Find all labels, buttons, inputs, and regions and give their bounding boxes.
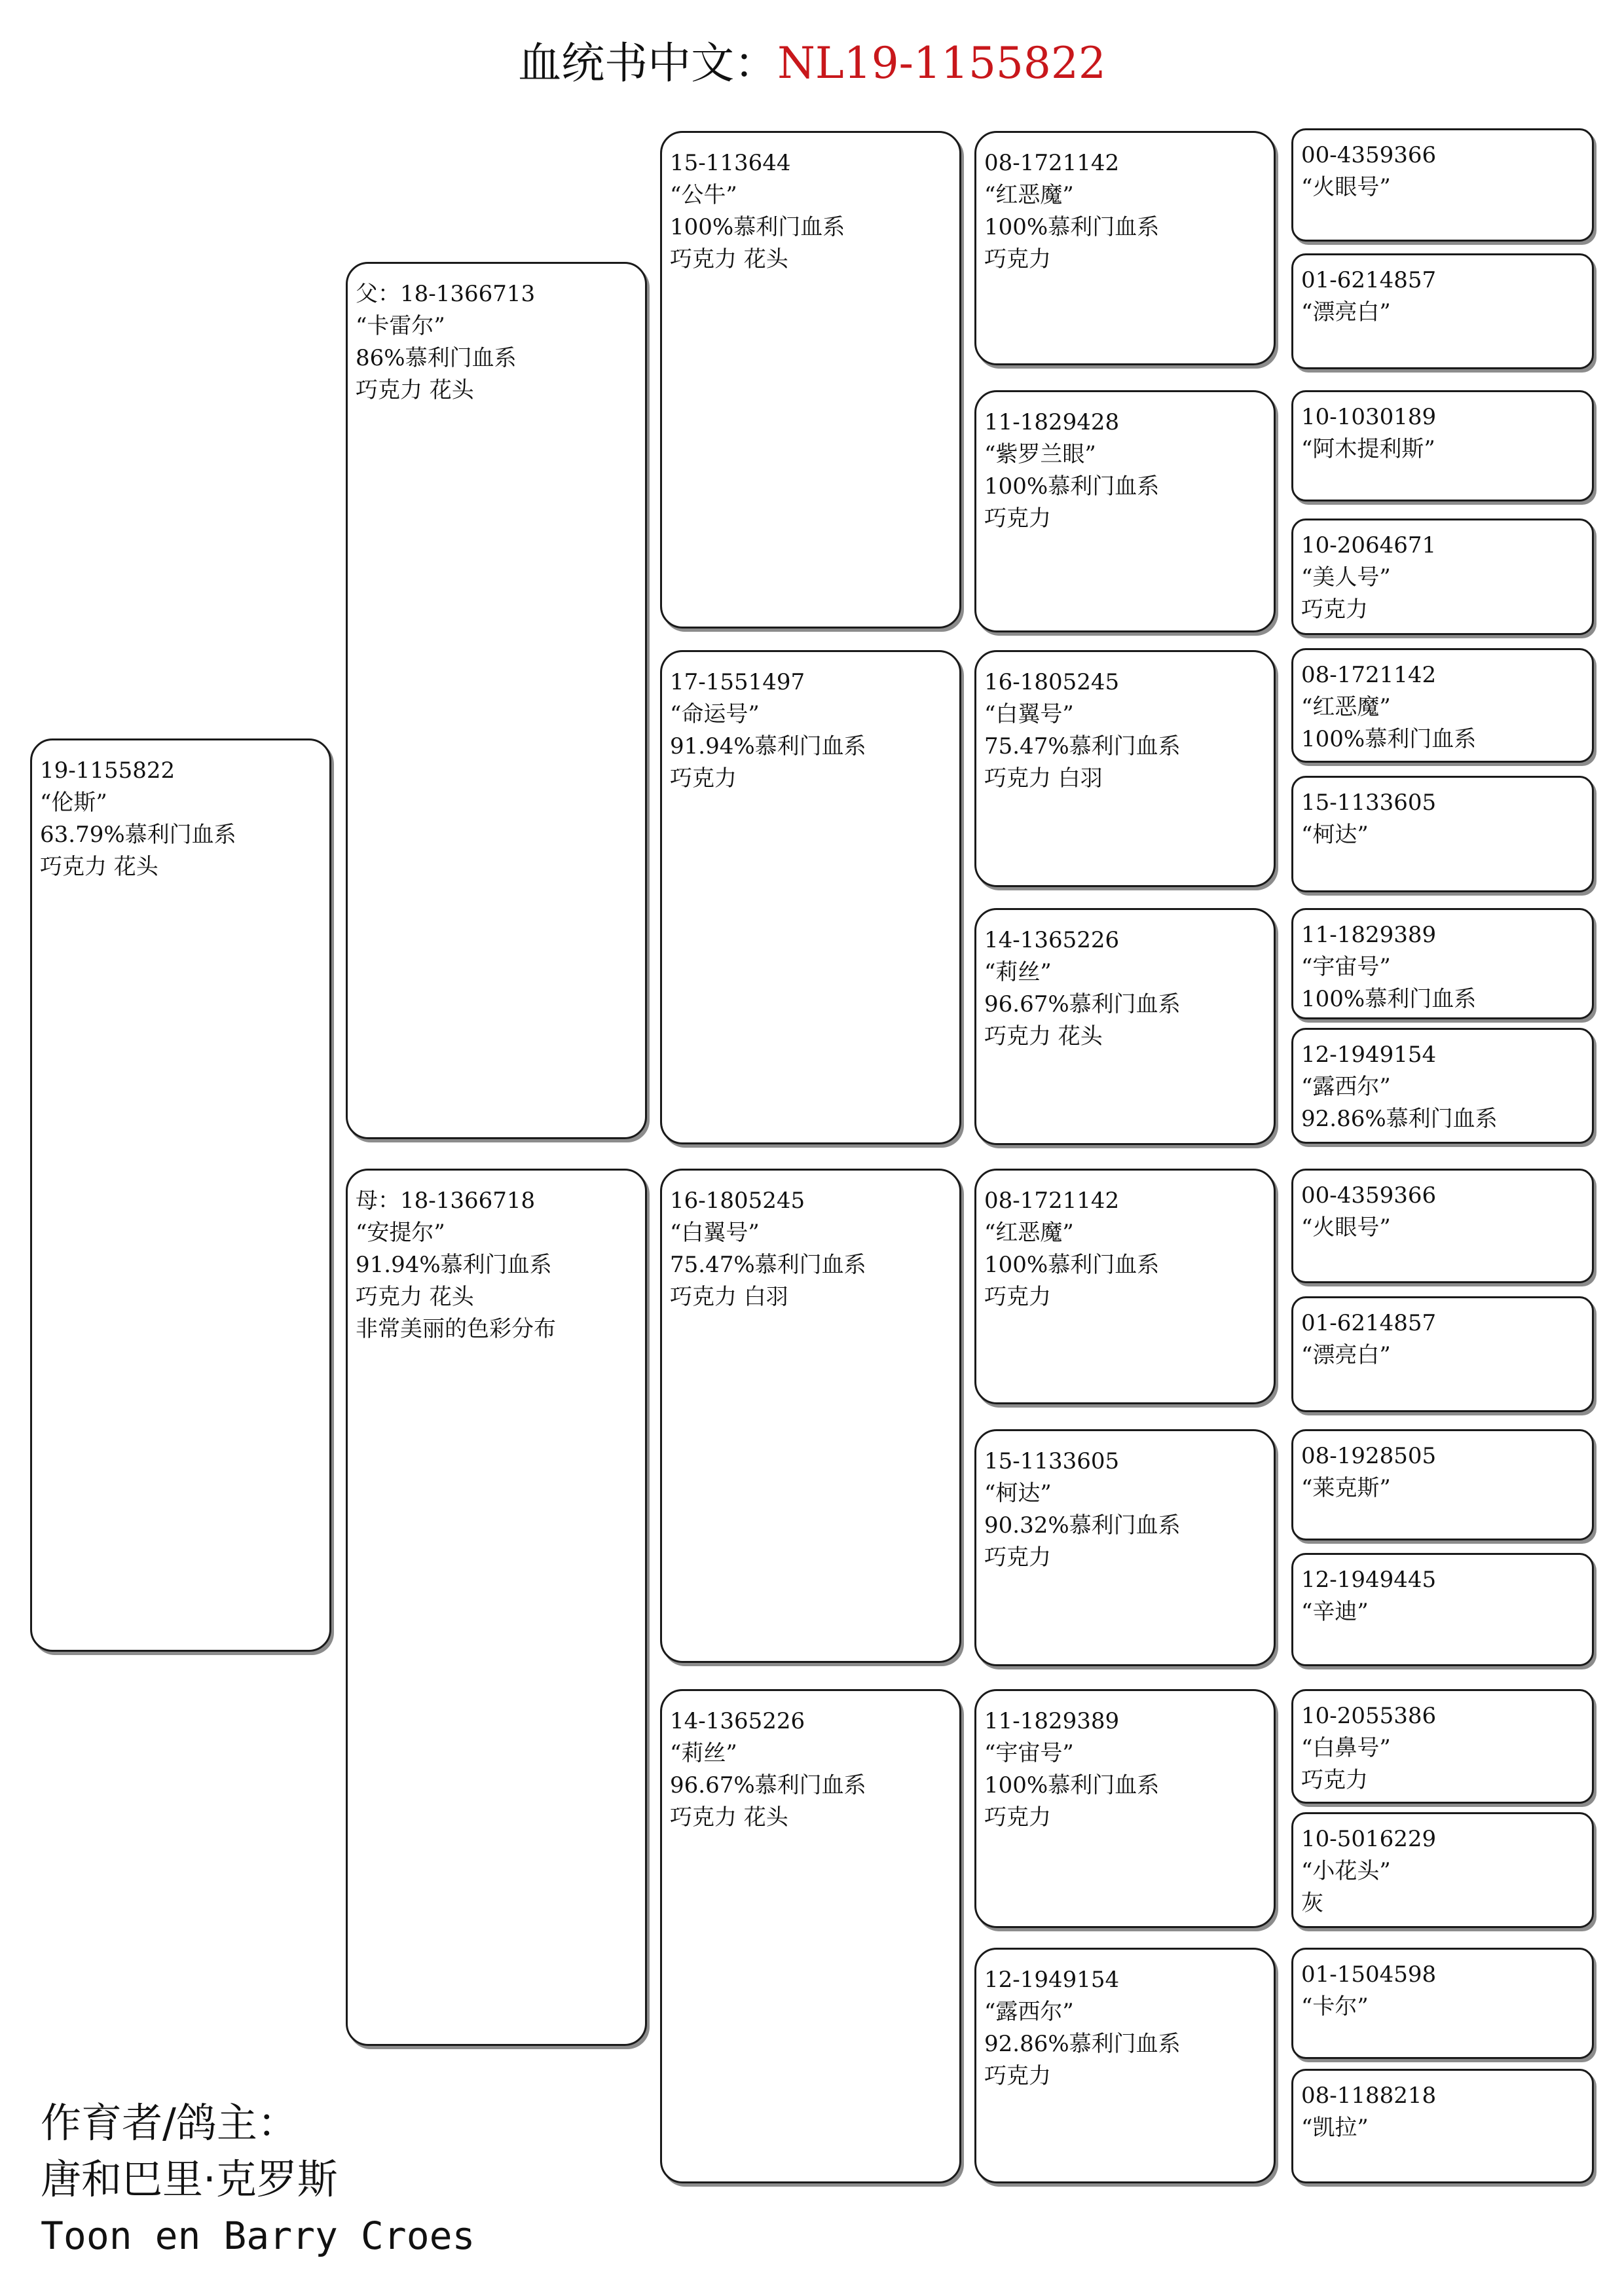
pigeon-name: “红恶魔” xyxy=(984,182,1074,208)
bloodline: 91.94%慕利门血系 xyxy=(670,733,866,759)
breeder-name-en: Toon en Barry Croes xyxy=(41,2214,475,2258)
ancestor-card xyxy=(1291,648,1594,763)
ring-number: 10-2055386 xyxy=(1301,1703,1437,1729)
pigeon-name: “公牛” xyxy=(670,182,737,208)
pigeon-name: “卡雷尔” xyxy=(356,313,445,339)
ring-number: 父：18-1366713 xyxy=(356,281,536,307)
ring-number: 10-2064671 xyxy=(1301,532,1437,558)
ring-number: 16-1805245 xyxy=(984,669,1120,695)
ring-number: 11-1829389 xyxy=(1301,922,1437,948)
ancestor-card xyxy=(1291,1812,1594,1928)
detail: 100%慕利门血系 xyxy=(1301,726,1477,752)
pigeon-name: “露西尔” xyxy=(1301,1074,1391,1100)
ring-number: 08-1721142 xyxy=(984,150,1120,176)
pigeon-name: “柯达” xyxy=(1301,822,1369,848)
ring-number: 16-1805245 xyxy=(670,1188,805,1214)
pigeon-name: “白翼号” xyxy=(984,701,1074,727)
color: 巧克力 xyxy=(984,1544,1051,1571)
great-grandparent-card xyxy=(974,1429,1276,1666)
great-grandparent-card xyxy=(974,390,1276,632)
dam-card xyxy=(346,1169,647,2046)
ring-number: 08-1721142 xyxy=(1301,662,1437,688)
color: 巧克力 xyxy=(984,1284,1051,1310)
pigeon-name: “紫罗兰眼” xyxy=(984,441,1096,467)
ring-number: 17-1551497 xyxy=(670,669,805,695)
ring-number: 14-1365226 xyxy=(984,927,1120,953)
great-grandparent-card xyxy=(974,908,1276,1145)
great-grandparent-card xyxy=(974,1689,1276,1928)
title-ring-number: NL19-1155822 xyxy=(777,38,1106,88)
note: 非常美丽的色彩分布 xyxy=(356,1316,556,1342)
bloodline: 100%慕利门血系 xyxy=(984,214,1160,240)
grandparent-card xyxy=(660,131,961,629)
bloodline: 75.47%慕利门血系 xyxy=(670,1252,866,1278)
ancestor-card xyxy=(1291,128,1594,242)
ancestor-card xyxy=(1291,253,1594,369)
ancestor-card xyxy=(1291,776,1594,892)
color: 巧克力 xyxy=(984,246,1051,272)
detail: 灰 xyxy=(1301,1890,1323,1916)
pigeon-name: “安提尔” xyxy=(356,1220,445,1246)
ancestor-card xyxy=(1291,908,1594,1019)
ancestor-card xyxy=(1291,390,1594,501)
bloodline: 96.67%慕利门血系 xyxy=(984,991,1181,1017)
ring-number: 01-6214857 xyxy=(1301,267,1437,293)
page-title xyxy=(0,34,1624,93)
pigeon-name: “火眼号” xyxy=(1301,174,1391,200)
ring-number: 01-1504598 xyxy=(1301,1961,1437,1988)
color: 巧克力 白羽 xyxy=(670,1284,788,1310)
great-grandparent-card xyxy=(974,650,1276,887)
pigeon-name: “白翼号” xyxy=(670,1220,760,1246)
color: 巧克力 花头 xyxy=(670,1804,788,1831)
bloodline: 100%慕利门血系 xyxy=(670,214,845,240)
pigeon-name: “辛迪” xyxy=(1301,1599,1369,1625)
title-label: 血统书中文： xyxy=(518,38,778,88)
sire-card xyxy=(346,262,647,1139)
color: 巧克力 xyxy=(984,1804,1051,1831)
bloodline: 100%慕利门血系 xyxy=(984,1772,1160,1798)
pigeon-name: “红恶魔” xyxy=(984,1220,1074,1246)
pigeon-name: “漂亮白” xyxy=(1301,1342,1391,1368)
pigeon-name: “卡尔” xyxy=(1301,1994,1369,2020)
ancestor-card xyxy=(1291,1169,1594,1283)
ring-number: 00-4359366 xyxy=(1301,142,1437,168)
bloodline: 100%慕利门血系 xyxy=(984,473,1160,500)
ring-number: 10-1030189 xyxy=(1301,404,1437,430)
pigeon-name: “小花头” xyxy=(1301,1858,1391,1884)
ring-number: 15-1133605 xyxy=(1301,790,1437,816)
ancestor-card xyxy=(1291,519,1594,635)
ring-number: 08-1928505 xyxy=(1301,1443,1437,1469)
pigeon-name: “伦斯” xyxy=(40,790,107,816)
grandparent-card xyxy=(660,1689,961,2183)
pigeon-name: “命运号” xyxy=(670,701,760,727)
ring-number: 母：18-1366718 xyxy=(356,1188,536,1214)
detail: 100%慕利门血系 xyxy=(1301,986,1477,1012)
pigeon-name: “白鼻号” xyxy=(1301,1735,1391,1761)
ring-number: 14-1365226 xyxy=(670,1708,805,1734)
ancestor-card xyxy=(1291,1553,1594,1666)
pigeon-card xyxy=(30,738,331,1652)
bloodline: 63.79%慕利门血系 xyxy=(40,822,236,848)
grandparent-card xyxy=(660,650,961,1144)
pigeon-name: “莉丝” xyxy=(984,959,1052,985)
pigeon-name: “宇宙号” xyxy=(1301,954,1391,980)
bloodline: 92.86%慕利门血系 xyxy=(984,2031,1181,2057)
breeder-credits xyxy=(41,2095,475,2264)
bloodline: 75.47%慕利门血系 xyxy=(984,733,1181,759)
ancestor-card xyxy=(1291,1296,1594,1412)
bloodline: 100%慕利门血系 xyxy=(984,1252,1160,1278)
great-grandparent-card xyxy=(974,1948,1276,2183)
ancestor-card xyxy=(1291,1429,1594,1540)
color: 巧克力 xyxy=(984,2063,1051,2089)
ancestor-card xyxy=(1291,1948,1594,2059)
great-grandparent-card xyxy=(974,131,1276,365)
ring-number: 11-1829389 xyxy=(984,1708,1120,1734)
ring-number: 08-1721142 xyxy=(984,1188,1120,1214)
ancestor-card xyxy=(1291,1689,1594,1804)
color: 巧克力 花头 xyxy=(356,377,474,403)
pigeon-name: “火眼号” xyxy=(1301,1214,1391,1241)
pigeon-name: “宇宙号” xyxy=(984,1740,1074,1766)
color: 巧克力 xyxy=(984,505,1051,532)
pigeon-name: “红恶魔” xyxy=(1301,694,1391,720)
ring-number: 10-5016229 xyxy=(1301,1826,1437,1852)
bloodline: 91.94%慕利门血系 xyxy=(356,1252,552,1278)
ring-number: 15-113644 xyxy=(670,150,791,176)
pigeon-name: “凯拉” xyxy=(1301,2115,1369,2141)
ring-number: 12-1949154 xyxy=(984,1967,1120,1993)
ring-number: 01-6214857 xyxy=(1301,1310,1437,1336)
color: 巧克力 xyxy=(670,765,737,792)
ring-number: 11-1829428 xyxy=(984,409,1120,435)
color: 巧克力 花头 xyxy=(670,246,788,272)
color: 巧克力 花头 xyxy=(356,1284,474,1310)
ring-number: 15-1133605 xyxy=(984,1448,1120,1474)
pigeon-name: “莱克斯” xyxy=(1301,1475,1391,1501)
detail: 巧克力 xyxy=(1301,596,1368,623)
great-grandparent-card xyxy=(974,1169,1276,1404)
pigeon-name: “柯达” xyxy=(984,1480,1052,1506)
color: 巧克力 花头 xyxy=(40,854,158,880)
bloodline: 96.67%慕利门血系 xyxy=(670,1772,866,1798)
color: 巧克力 白羽 xyxy=(984,765,1103,792)
ancestor-card xyxy=(1291,2069,1594,2183)
bloodline: 90.32%慕利门血系 xyxy=(984,1512,1181,1539)
pigeon-name: “莉丝” xyxy=(670,1740,737,1766)
ancestor-card xyxy=(1291,1028,1594,1144)
ring-number: 19-1155822 xyxy=(40,757,175,784)
ring-number: 00-4359366 xyxy=(1301,1182,1437,1209)
pigeon-name: “阿木提利斯” xyxy=(1301,436,1435,462)
ring-number: 12-1949154 xyxy=(1301,1042,1437,1068)
ring-number: 08-1188218 xyxy=(1301,2083,1437,2109)
pigeon-name: “漂亮白” xyxy=(1301,299,1391,325)
detail: 巧克力 xyxy=(1301,1767,1368,1793)
grandparent-card xyxy=(660,1169,961,1663)
breeder-label: 作育者/鸽主： xyxy=(41,2099,298,2147)
pigeon-name: “美人号” xyxy=(1301,564,1391,591)
color: 巧克力 花头 xyxy=(984,1023,1103,1049)
detail: 92.86%慕利门血系 xyxy=(1301,1106,1498,1132)
pigeon-name: “露西尔” xyxy=(984,1999,1074,2025)
bloodline: 86%慕利门血系 xyxy=(356,345,517,371)
ring-number: 12-1949445 xyxy=(1301,1567,1437,1593)
breeder-name-cn: 唐和巴里·克罗斯 xyxy=(41,2155,338,2203)
